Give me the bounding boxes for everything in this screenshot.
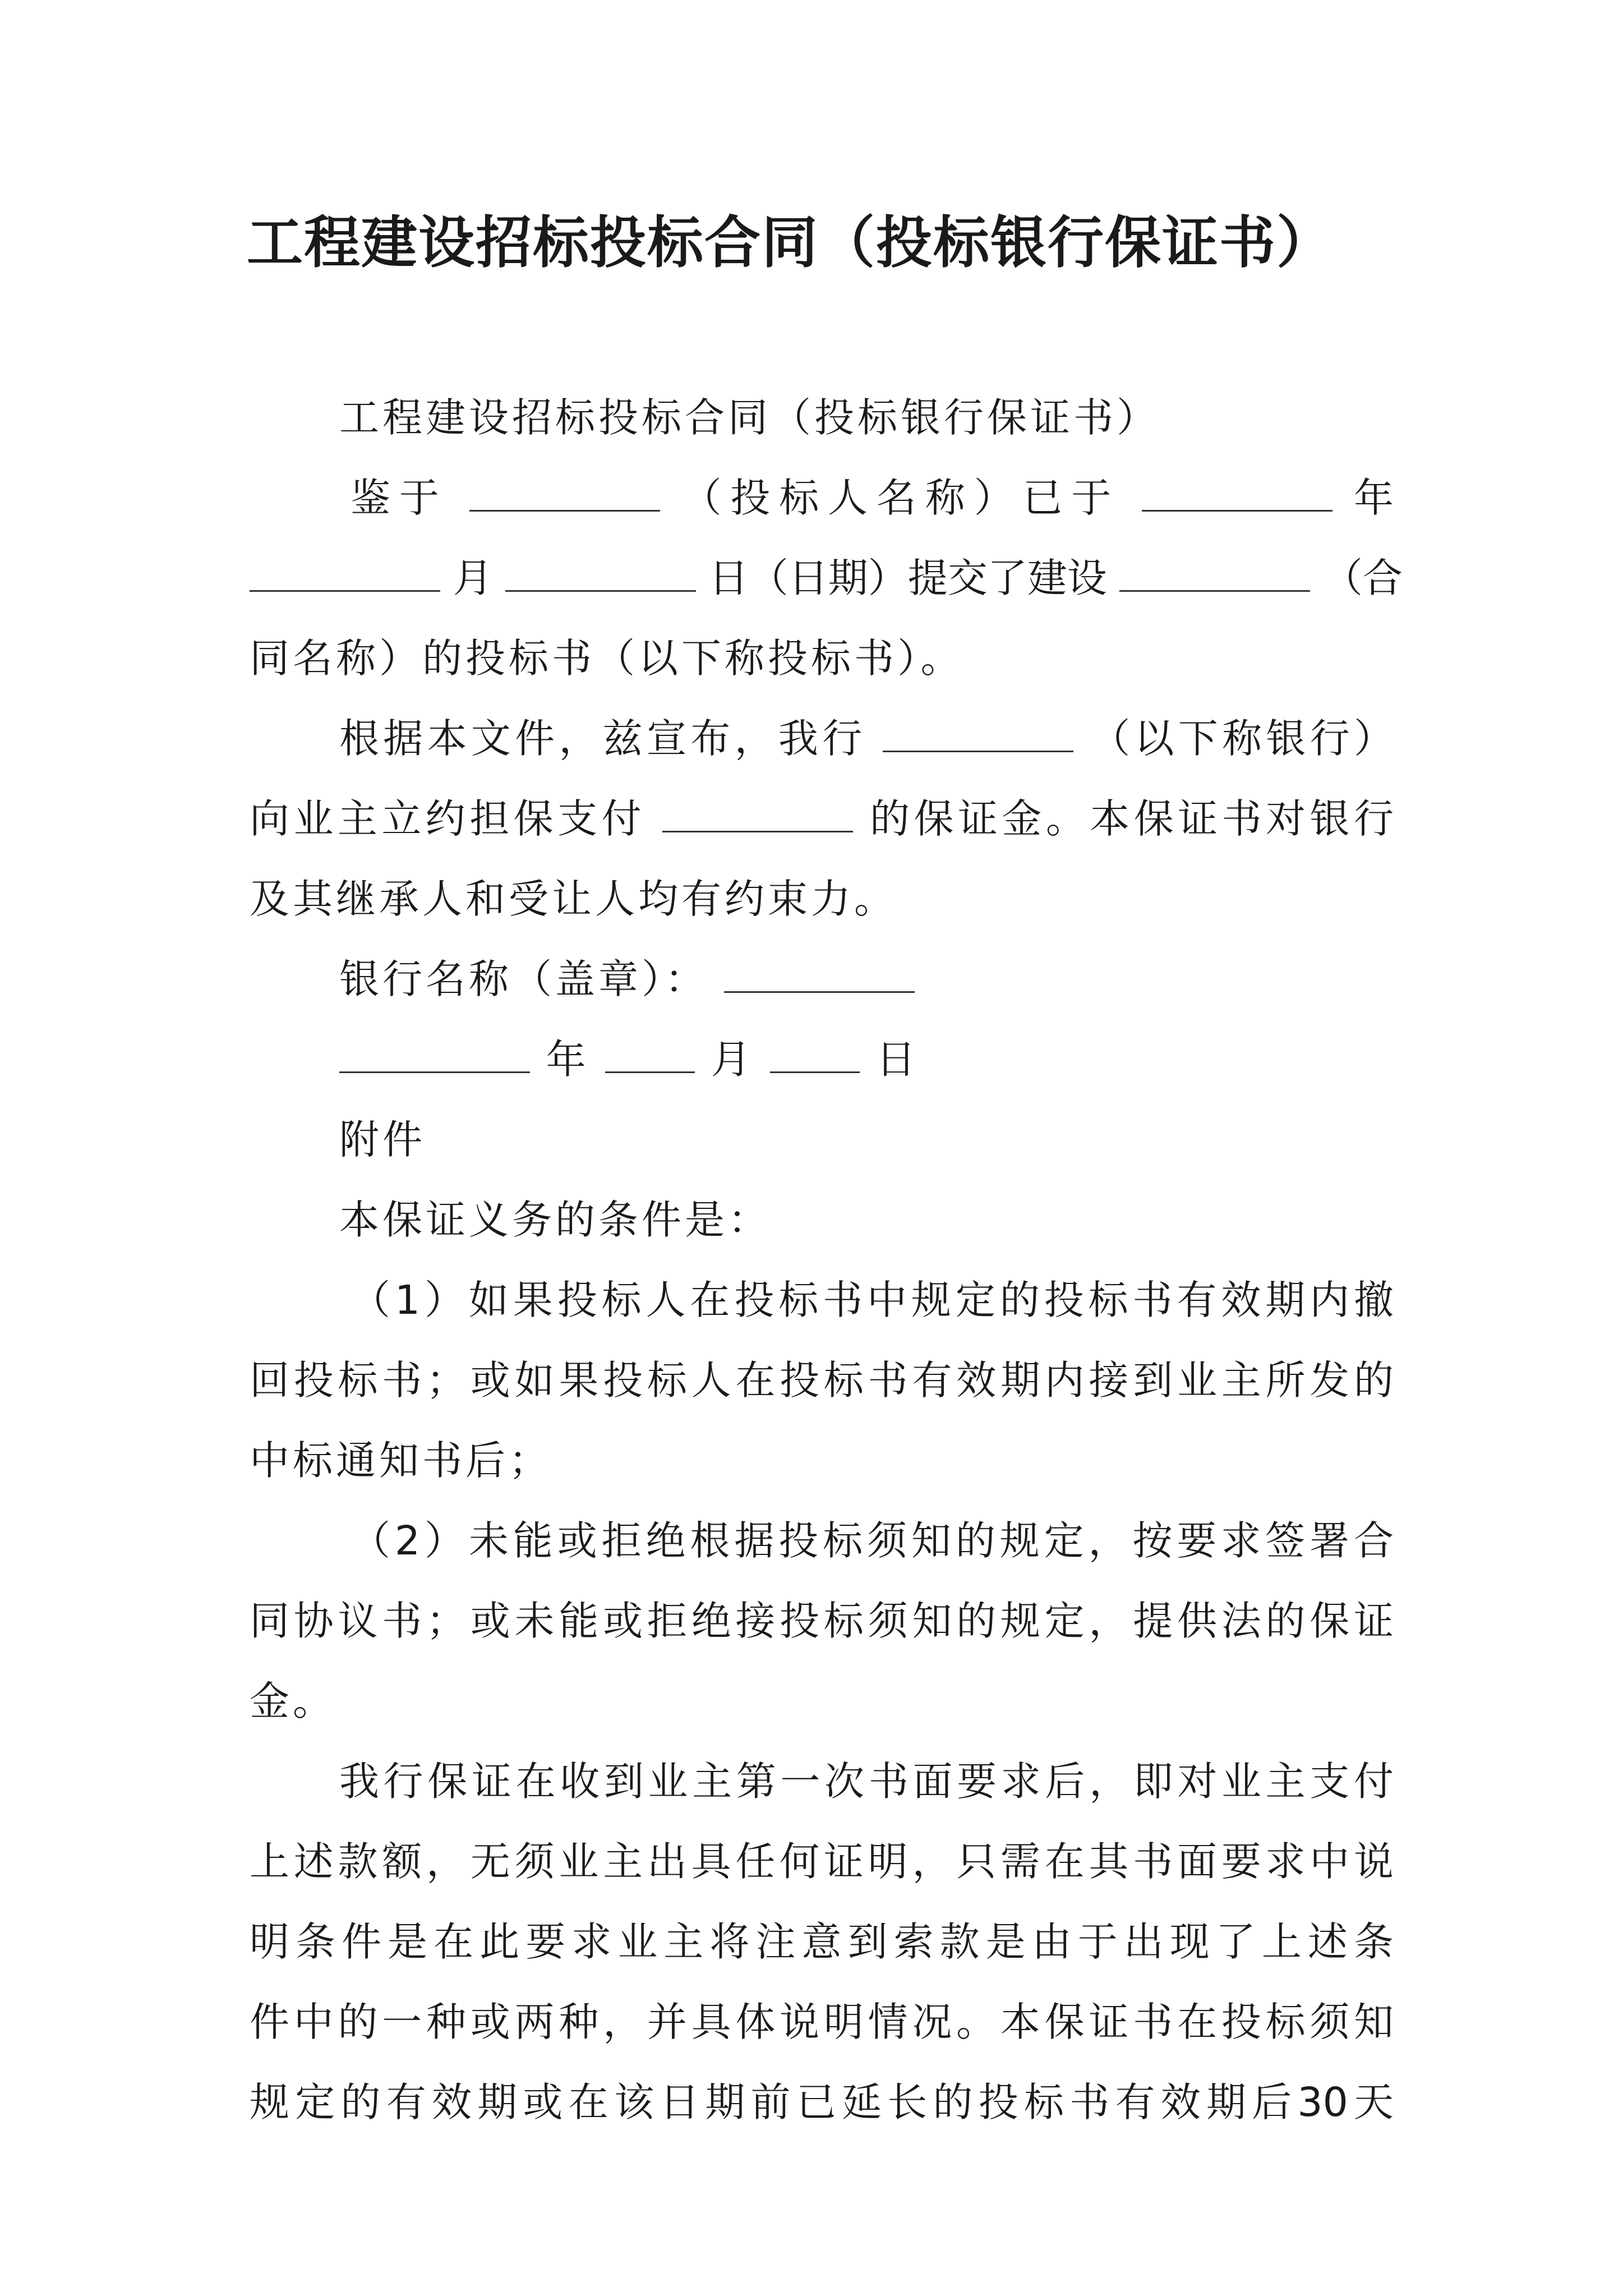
text-segment: （以下称银行） [1090, 715, 1394, 762]
blank-field [883, 717, 1073, 752]
day-blank [770, 1038, 860, 1073]
blank-field [250, 556, 440, 592]
paragraph-line [250, 1501, 1394, 1581]
signature-line [250, 939, 1394, 1019]
text-segment: （1）如果投标人在投标书中规定的投标书有效期内撤 [351, 1277, 1394, 1323]
attachment-heading [250, 1099, 1394, 1180]
paragraph-line [250, 1821, 1394, 1902]
paragraph-line [250, 2062, 1394, 2142]
paragraph-line [250, 538, 1403, 618]
paragraph-line [250, 458, 1394, 538]
text-segment: 的保证金。本保证书对银行 [870, 795, 1394, 842]
year-blank [339, 1038, 530, 1073]
paragraph-line [250, 698, 1394, 779]
text-segment: （合 [1322, 555, 1403, 601]
text-segment: 月 [711, 1036, 754, 1083]
text-segment: 及其继承人和受让人均有约束力。 [250, 876, 898, 922]
text-segment: 鉴于 [351, 475, 448, 521]
paragraph-line [250, 1420, 1394, 1501]
paragraph-line [250, 1340, 1394, 1420]
paragraph-line [250, 1661, 1394, 1741]
text-segment: 同协议书；或未能或拒绝接投标须知的规定，提供法的保证 [250, 1598, 1394, 1644]
text-segment: 中标通知书后； [250, 1437, 552, 1484]
text-segment: 件中的一种或两种，并具体说明情况。本保证书在投标须知 [250, 1999, 1394, 2045]
text-segment: 根据本文件，兹宣布，我行 [339, 715, 866, 762]
paragraph-line [250, 859, 1394, 939]
document-title: 工程建设招标投标合同（投标银行保证书） [247, 209, 1334, 275]
paragraph-line [250, 1902, 1394, 1982]
paragraph-line [250, 1180, 1394, 1260]
subtitle-line [250, 378, 1394, 458]
text-segment: 金。 [250, 1678, 336, 1724]
month-blank [605, 1038, 695, 1073]
blank-field [1142, 476, 1332, 512]
subtitle-text: 工程建设招标投标合同（投标银行保证书） [339, 394, 1160, 441]
text-segment: 年 [1353, 475, 1394, 521]
paragraph-line [250, 779, 1394, 859]
paragraph-line [250, 1581, 1394, 1661]
blank-field [1119, 556, 1310, 592]
text-segment: 年 [546, 1036, 589, 1083]
text-segment: 规定的有效期或在该日期前已延长的投标书有效期后30天 [250, 2079, 1394, 2125]
bank-name-label: 银行名称（盖章）： [339, 956, 708, 1002]
text-segment: 月 [453, 555, 493, 601]
blank-field [469, 476, 660, 512]
text-segment: 我行保证在收到业主第一次书面要求后，即对业主支付 [339, 1758, 1394, 1805]
text-segment: （2）未能或拒绝根据投标须知的规定，按要求签署合 [351, 1517, 1394, 1564]
text-segment: 明条件是在此要求业主将注意到索款是由于出现了上述条 [250, 1918, 1394, 1965]
text-segment: 同名称）的投标书（以下称投标书）。 [250, 635, 964, 682]
paragraph-line [250, 1982, 1394, 2062]
text-segment: 本保证义务的条件是： [339, 1197, 772, 1243]
document-body [250, 378, 1403, 2142]
blank-field [662, 797, 853, 832]
blank-field [505, 556, 696, 592]
bank-name-blank [724, 958, 915, 993]
text-segment: 日（日期）提交了建设 [708, 555, 1107, 601]
text-segment: 回投标书；或如果投标人在投标书有效期内接到业主所发的 [250, 1357, 1394, 1404]
text-segment: （投标人名称）已于 [681, 475, 1121, 521]
paragraph-line [250, 1260, 1394, 1340]
date-line [250, 1019, 1394, 1099]
paragraph-line [250, 1741, 1394, 1821]
text-segment: 附件 [339, 1116, 426, 1163]
text-segment: 向业主立约担保支付 [250, 795, 646, 842]
text-segment: 上述款额，无须业主出具任何证明，只需在其书面要求中说 [250, 1838, 1394, 1885]
paragraph-line [250, 618, 1394, 698]
text-segment: 日 [875, 1036, 919, 1083]
